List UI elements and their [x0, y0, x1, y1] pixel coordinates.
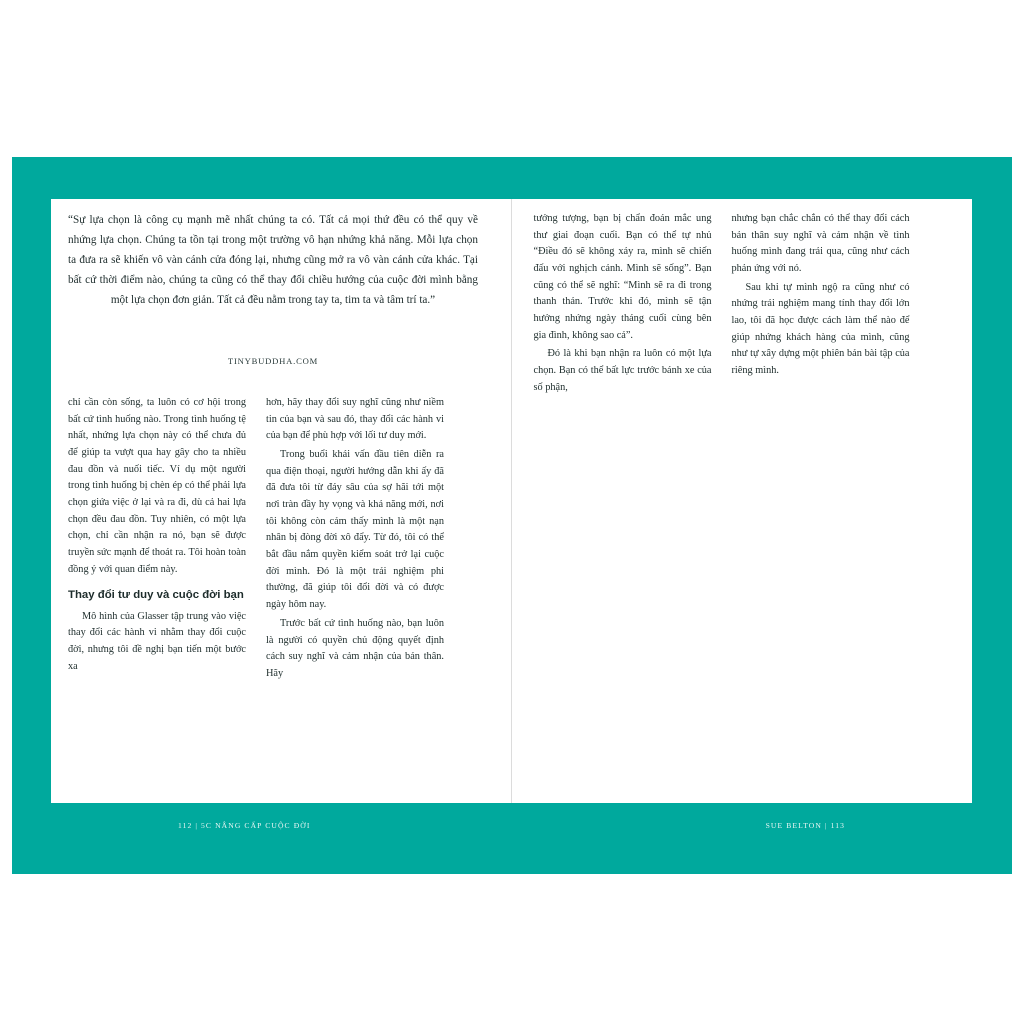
right-page-column-2: [732, 211, 910, 398]
paragraph: Sau khi tự mình ngộ ra cũng như có nhứng trải nghiệm mang tính thay đổi lớn lao, tôi đã học được cách làm thể nào để giúp nhứng khách hàng của mình, cũng như tự xây dựng một phiên bản bài tập của riêng mình.: [731, 281, 910, 377]
right-page-columns: [534, 211, 948, 398]
paragraph: Trước bất cứ tình huống nào, bạn luôn là người có quyền chủ động quyết định cách suy nghĩ và cảm nhận của bản thân. Hãy: [266, 617, 444, 679]
page-footer-right: SUE BELTON | 113: [765, 821, 845, 830]
paragraph: Mô hình của Glasser tập trung vào việc thay đổi các hành vi nhằm thay đổi cuộc đời, nhưng tôi đề nghị bạn tiến một bước xa: [68, 610, 246, 672]
pull-quote: “Sự lựa chọn là công cụ mạnh mẽ nhất chúng ta có. Tất cả mọi thứ đều có thể quy về nhứng lựa chọn. Chúng ta tồn tại trong một trường vô hạn nhứng khả năng. Mỗi lựa chọn ta đưa ra sẽ khiến vô vàn cánh cửa đóng lại, nhưng cũng mở ra vô vàn cánh cửa khác. Tại bất cứ thời điểm nào, chúng ta cũng có thể thay đổi chiều hướng của cuộc đời mình bằng một lựa chọn đơn giản. Tất cả đều nằm trong tay ta, tim ta và tâm trí ta.”: [68, 214, 478, 306]
left-page-columns: [68, 395, 482, 685]
book-page-left: [51, 199, 512, 830]
section-subheading: Thay đổi tư duy và cuộc đời bạn: [68, 589, 244, 602]
left-page-column-2: [266, 395, 444, 685]
paragraph: hơn, hãy thay đổi suy nghĩ cũng như niềm tin của bạn và sau đó, thay đổi các hành vi của bạn để phù hợp với lối tư duy mới.: [266, 397, 444, 442]
book-spread: [51, 199, 972, 830]
quote-source: TINYBUDDHA.COM: [227, 356, 319, 366]
page-right-content: [512, 199, 973, 830]
paragraph: nhưng bạn chắc chắn có thể thay đổi cách bản thân suy nghĩ và cảm nhận về tình huống mình đang trải qua, cũng như cách phản ứng với nó.: [731, 213, 910, 275]
paragraph: Đó là khi bạn nhận ra luôn có một lựa chọn. Bạn có thể bất lực trước bánh xe của số phận,: [533, 348, 712, 393]
book-page-right: [512, 199, 973, 830]
paragraph: tưởng tượng, bạn bị chẩn đoán mắc ung thư giai đoạn cuối. Bạn có thể tự nhủ “Điều đó sẽ không xảy ra, mình sẽ chiến đấu với nghịch cảnh. Mình sẽ sống”. Bạn cũng có thể sẽ nghĩ: “Mình sẽ ra đi trong thanh thản. Trước khi đó, mình sẽ tận hưởng nhứng ngày tháng cuối cùng bên gia đình, không sao cả”.: [533, 213, 712, 341]
left-page-column-1: [68, 395, 246, 685]
right-page-column-1: [534, 211, 712, 398]
page-left-content: [51, 199, 511, 830]
paragraph: chỉ cần còn sống, ta luôn có cơ hội trong bất cứ tình huống nào. Trong tình huống tệ nhất, nhứng lựa chọn này có thể chưa đủ để giúp ta vượt qua hay gây cho ta nhiều đau đồn và nuối tiếc. Ví dụ một người trong tình huống bị chèn ép có thể phải lựa chọn giứa việc ở lại và ra đi, dù cả hai lựa chọn đều đau đồn. Tuy nhiên, có một lựa chọn, chỉ cần nhận ra nó, bạn sẽ được truyền sức mạnh để thoát ra. Tôi hoàn toàn đồng ý với quan điểm này.: [68, 397, 246, 575]
paragraph: Trong buổi khái vấn đầu tiên diễn ra qua điện thoại, người hướng dẫn khi ấy đã đã đưa tôi từ đáy sâu của sợ hãi tới một nơi tràn đầy hy vọng và khả năng mới, nơi tôi không còn cảm thấy mình là một nạn nhân bị đòng đời xô đẩy. Từ đó, tôi có thể bắt đầu nắm quyền kiểm soát trở lại cuộc đời mình. Đó là một trải nghiệm phi thường, đã giúp tôi đổi đời và có được ngày hôm nay.: [266, 449, 444, 611]
page-footer-left: 112 | 5C NÂNG CẤP CUỘC ĐỜI: [178, 821, 311, 830]
